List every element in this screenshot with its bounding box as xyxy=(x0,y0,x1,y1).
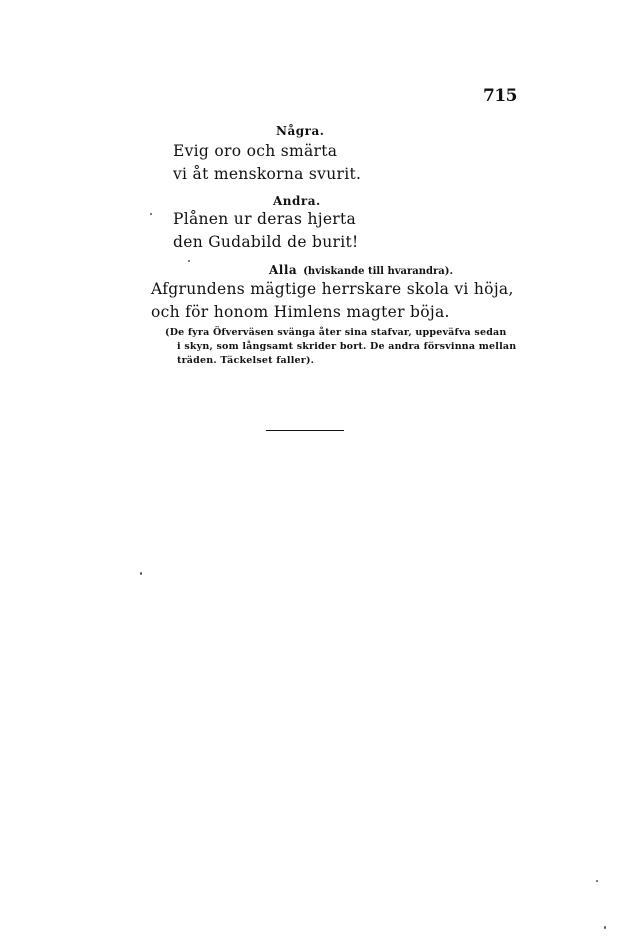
stage-direction-line: i skyn, som långsamt skrider bort. De andra försvinna mellan xyxy=(177,341,517,352)
stage-direction-line: (De fyra Öfverväsen svänga åter sina stafvar, uppeväfva sedan xyxy=(165,327,507,338)
verse-line: Afgrundens mägtige herrskare skola vi höja, xyxy=(151,280,514,298)
verse-line: Plånen ur deras hjerta xyxy=(173,210,357,228)
stage-direction-line: träden. Täckelset faller). xyxy=(177,355,315,366)
verse-block-nagra xyxy=(173,140,361,186)
speaker-heading-alla xyxy=(269,263,453,277)
speaker-name: Några. xyxy=(276,124,325,138)
print-speck xyxy=(150,213,152,215)
verse-line: och för honom Himlens magter böja. xyxy=(151,303,450,321)
verse-block-andra xyxy=(173,208,359,254)
print-speck xyxy=(604,926,606,929)
verse-block-alla xyxy=(151,278,514,324)
section-divider-rule xyxy=(266,430,344,431)
speaker-heading-nagra xyxy=(276,124,324,138)
print-speck xyxy=(596,880,598,882)
print-speck xyxy=(140,572,142,575)
stage-direction xyxy=(165,326,516,368)
speaker-direction: (hviskande till hvarandra). xyxy=(303,266,453,277)
verse-line: den Gudabild de burit! xyxy=(173,233,359,251)
verse-line: Evig oro och smärta xyxy=(173,142,338,160)
print-speck xyxy=(188,260,190,262)
speaker-name: Alla xyxy=(269,263,298,277)
speaker-heading-andra xyxy=(273,194,321,208)
verse-line: vi åt menskorna svurit. xyxy=(173,165,362,183)
page-number: 715 xyxy=(483,86,517,106)
speaker-name: Andra. xyxy=(273,194,321,208)
